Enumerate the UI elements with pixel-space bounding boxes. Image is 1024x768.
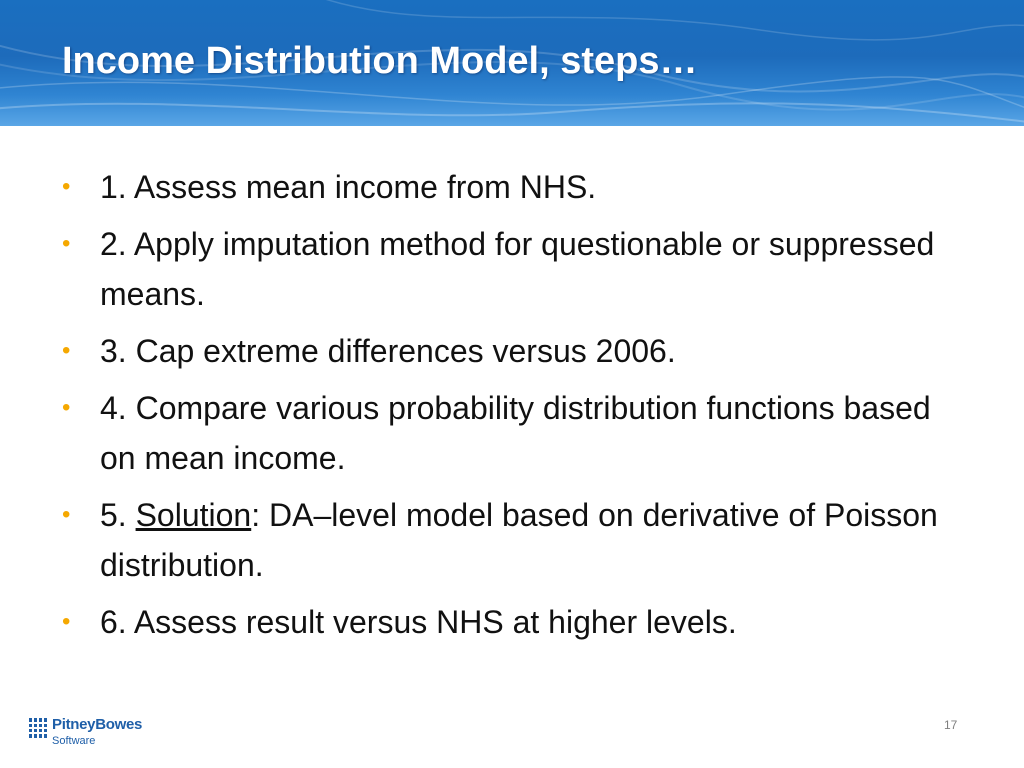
- logo-subtitle: Software: [52, 735, 96, 747]
- bullet-icon: •: [62, 337, 71, 364]
- bullet-icon: •: [62, 394, 71, 421]
- bullet-item: [62, 383, 962, 483]
- solution-emphasis: Solution: [135, 497, 252, 533]
- bullet-icon: •: [62, 173, 71, 200]
- bullet-item: [62, 326, 962, 376]
- bullet-text-prefix: 5.: [100, 497, 136, 533]
- bullet-item: [62, 219, 962, 319]
- slide-title: Income Distribution Model, steps…: [62, 40, 698, 82]
- bullet-text: 2. Apply imputation method for questionable or suppressed means.: [100, 226, 935, 312]
- logo-name: PitneyBowes: [52, 716, 143, 733]
- pitney-bowes-logo: [28, 716, 168, 756]
- title-banner: [0, 0, 1024, 126]
- bullet-text: 1. Assess mean income from NHS.: [100, 169, 597, 205]
- bullet-text: 4. Compare various probability distribution functions based on mean income.: [100, 390, 931, 476]
- bullet-icon: •: [62, 608, 71, 635]
- bullet-text: 3. Cap extreme differences versus 2006.: [100, 333, 676, 369]
- page-number: 17: [944, 718, 958, 732]
- bullet-item: [62, 162, 962, 212]
- pitney-bowes-mark-icon: [28, 717, 48, 739]
- bullet-item: [62, 490, 962, 590]
- bullet-list: [62, 162, 962, 654]
- bullet-text-suffix: : DA–level model based on derivative of Poisson distribution.: [100, 497, 938, 583]
- bullet-icon: •: [62, 230, 71, 257]
- bullet-icon: •: [62, 501, 71, 528]
- bullet-item: [62, 597, 962, 647]
- bullet-text: 6. Assess result versus NHS at higher levels.: [100, 604, 737, 640]
